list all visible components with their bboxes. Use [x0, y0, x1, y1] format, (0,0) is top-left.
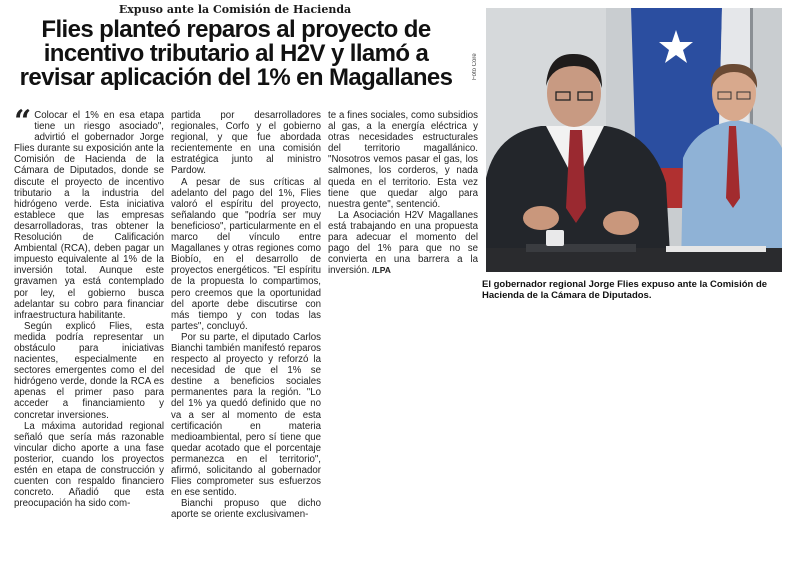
quote-mark-icon: “: [14, 104, 32, 139]
paragraph: Según explicó Flies, esta medida podría representar un obstáculo para iniciativas nacientes, especialmente en sectores emergentes como el del hidrógeno verde, donde la RCA es apenas el primer paso para acceder a financiamiento y concretar inversiones.: [14, 320, 164, 421]
cup-icon: [546, 230, 564, 246]
paragraph: “ Colocar el 1% en esa etapa tiene un riesgo asociado", advirtió el gobernador Jorge Flies durante su exposición ante la Comisión de Hacienda de la Cámara de Diputados, donde se discute el proyecto de incentivo tributario a la industria del hidrógeno verde. Esta iniciativa establece que las empresas desarrolladoras, tras obtener la Resolución de Calificación Ambiental (RCA), deben pagar un impuesto equivalente al 1% de la inversión total. Aunque este gravamen ya está contemplado por ley, el gobierno busca adelantar su cobro para financiar infraestructura habilitante.: [14, 104, 164, 321]
article-photo: [486, 8, 782, 272]
article-column-3: [328, 110, 478, 276]
paragraph: La Asociación H2V Magallanes está trabajando en una propuesta para adecuar el momento del pago del 1% para que no se convierta en una barrera a la inversión. /LPA: [328, 209, 478, 277]
paragraph: A pesar de sus críticas al adelanto del pago del 1%, Flies valoró el espíritu del proyecto, señalando que "podría ser muy beneficioso", particularmente en el marco del vínculo entre Magallanes y otras regiones como Biobío, en el desarrollo de proyectos energéticos. "El espíritu de la propuesta lo compartimos, pero creemos que la oportunidad del aporte debe discutirse con más tiempo y con todas las partes", concluyó.: [171, 176, 321, 332]
article-kicker: Expuso ante la Comisión de Hacienda: [118, 3, 352, 16]
article-column-1: [14, 104, 164, 510]
paragraph: La máxima autoridad regional señaló que sería más razonable vincular dicho aporte a una fase posterior, cuando los proyectos estén en etapa de construcción y cuenten con respaldo financiero concreto. Añadió que esta preocupación ha sido com-: [14, 420, 164, 510]
paragraph: te a fines sociales, como subsidios al gas, a la energía eléctrica y otras necesidades estructurales del territorio magallánico. "Nosotros vemos pasar el gas, los salmones, los corderos, y nada queda en el territorio. Esta vez tiene que quedar algo para nuestra gente", sentenció.: [328, 110, 478, 210]
paragraph: Por su parte, el diputado Carlos Bianchi también manifestó reparos respecto al proyecto y reforzó la necesidad de que el 1% se destine a beneficios sociales permanentes para la región. "Lo del 1% ya quedó definido que no va a ser al momento de esta certificación en materia medioambiental, pero sí tiene que quedar acotado que el porcentaje permanezca en el territorio", afirmó, solicitando al gobernador Flies comprometer sus esfuerzos en ese sentido.: [171, 331, 321, 499]
paragraph: Bianchi propuso que dicho aporte se oriente exclusivamen-: [171, 498, 321, 521]
article-column-2: [171, 110, 321, 520]
paragraph: partida por desarrolladores regionales, Corfo y el gobierno regional, y que fue abordada recientemente en una comisión estratégica junto al ministro Pardow.: [171, 110, 321, 177]
photo-credit: Foto Core: [472, 53, 478, 80]
article-headline: Flies planteó reparos al proyecto de incentivo tributario al H2V y llamó a revisar aplicación del 1% en Magallanes: [19, 16, 453, 91]
article-signature: /LPA: [372, 265, 391, 276]
photo-scene: [486, 8, 782, 272]
photo-caption: El gobernador regional Jorge Flies expuso ante la Comisión de Hacienda de la Cámara de Diputados.: [482, 279, 768, 301]
